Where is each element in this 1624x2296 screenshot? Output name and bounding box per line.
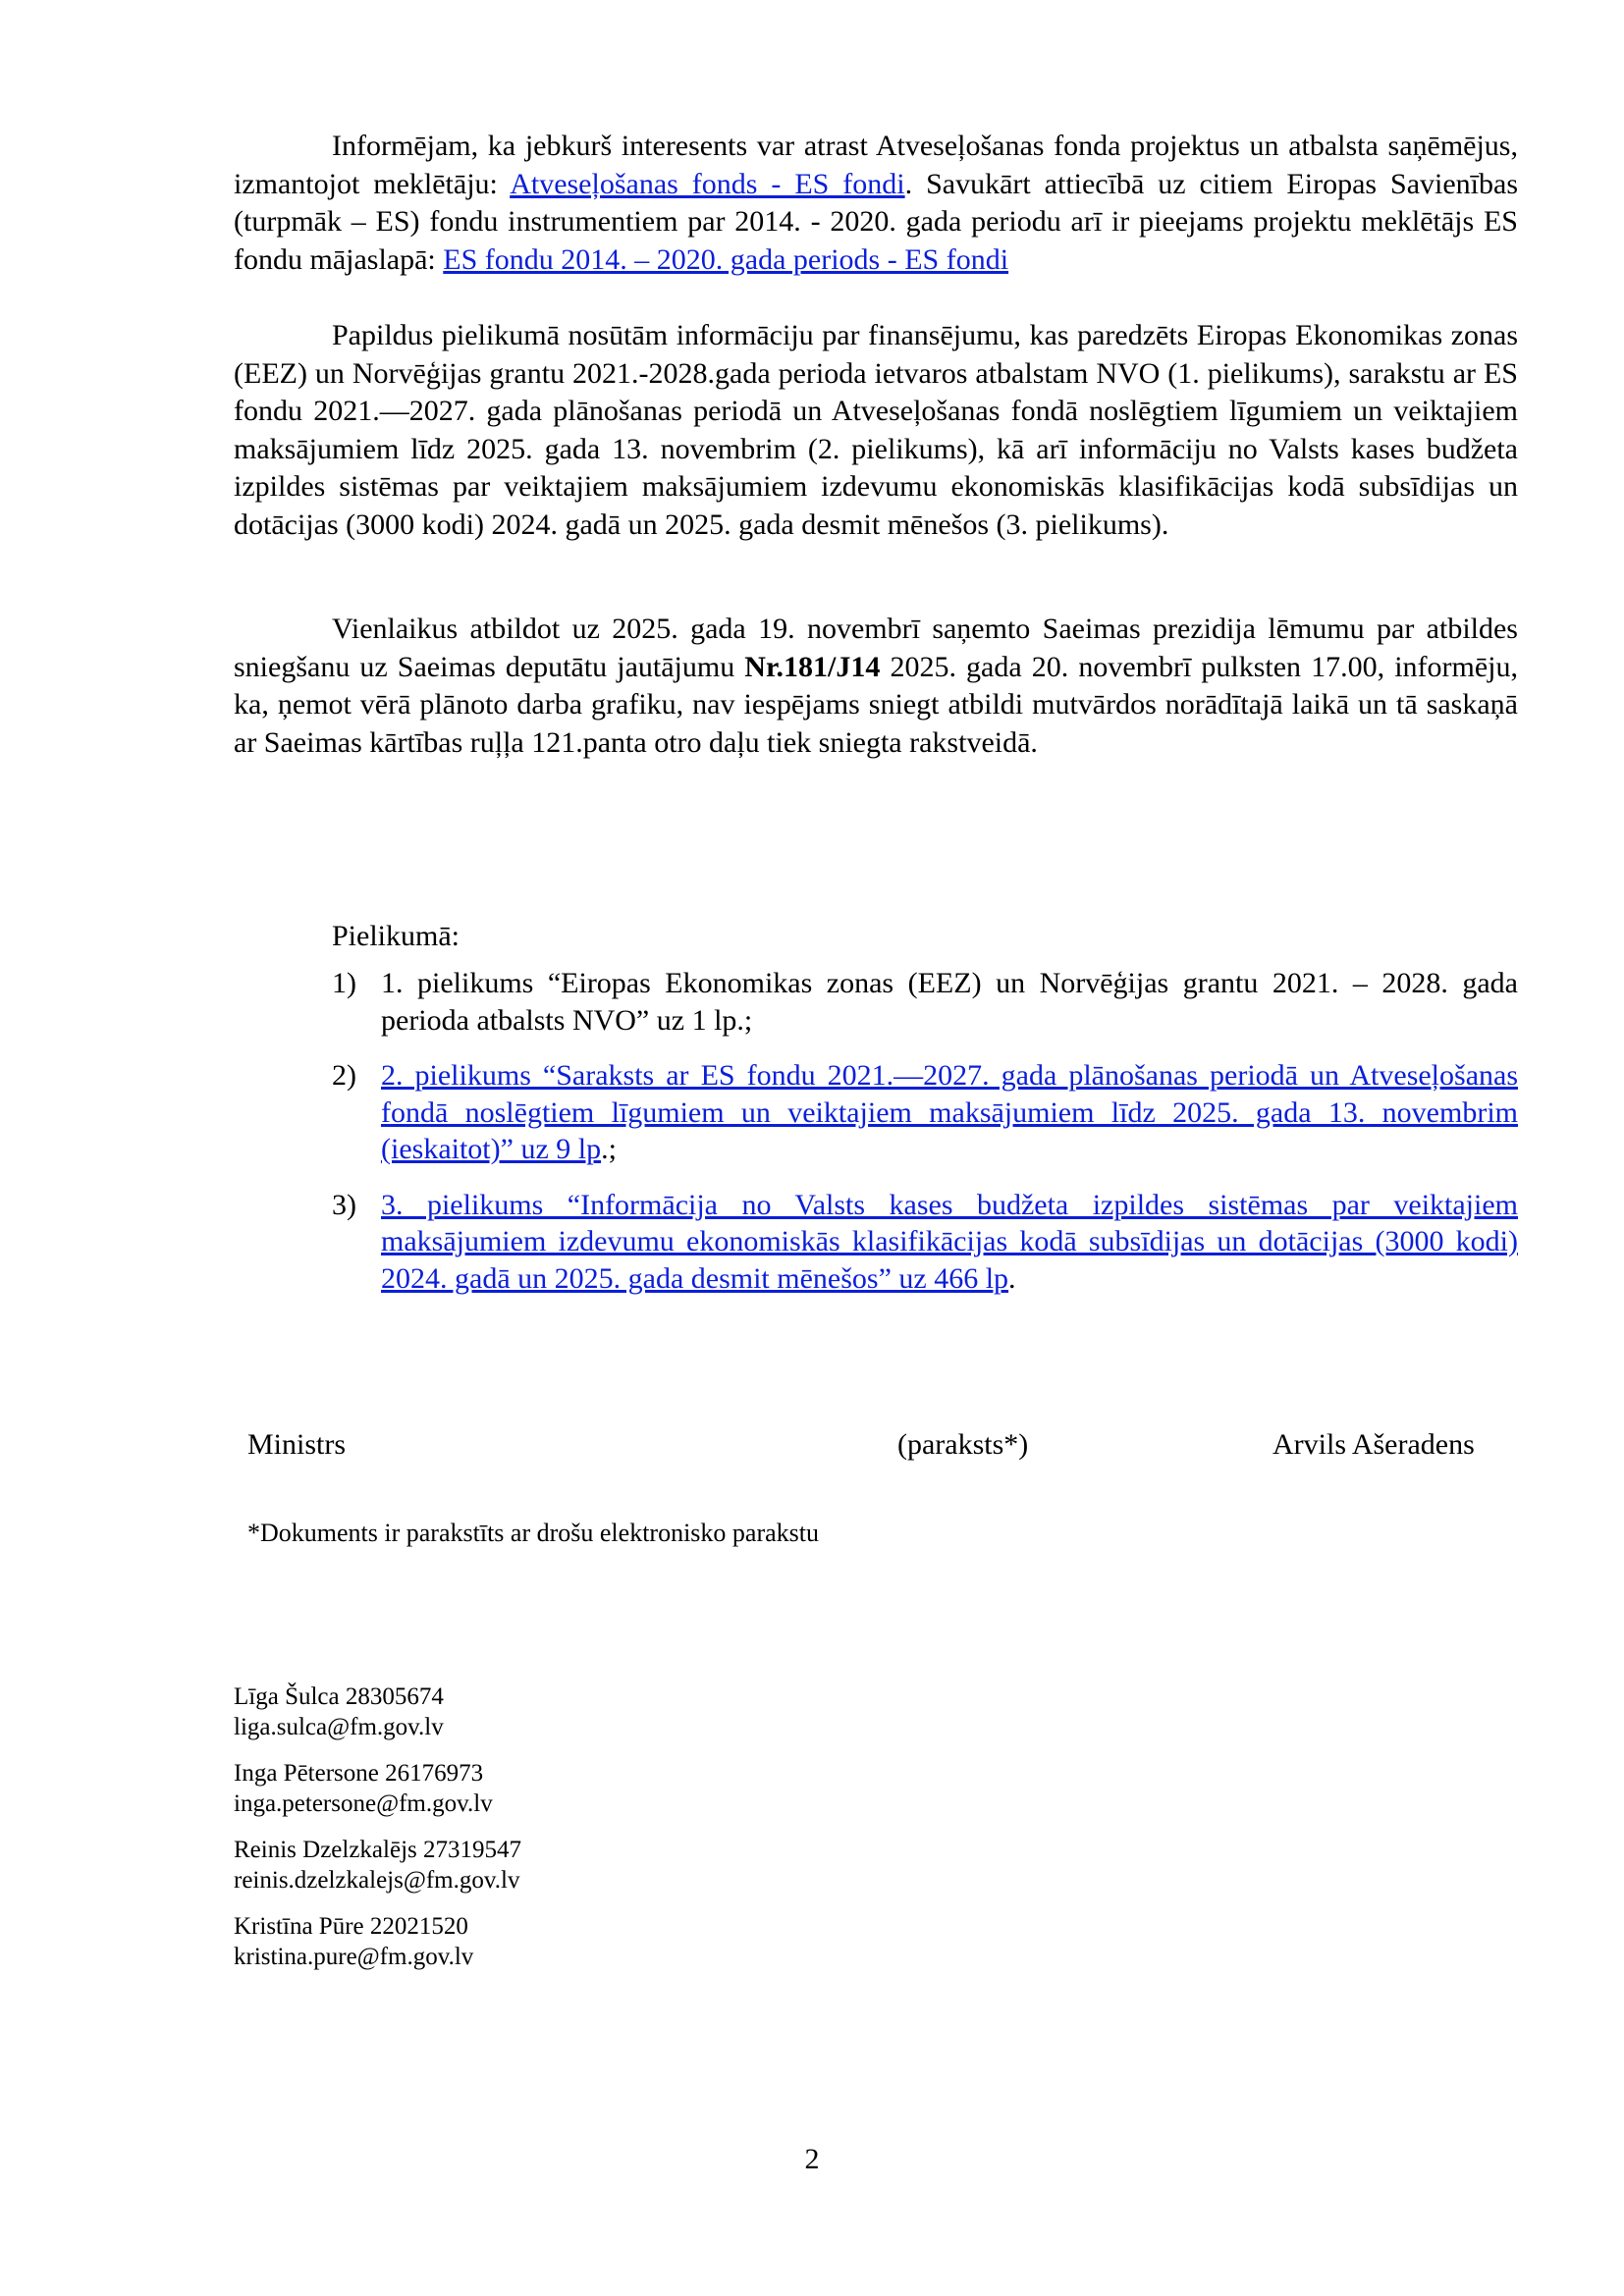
p1-text-middle: . Savukārt attiecībā uz citiem Eiropas Savienības (turpmāk – ES) fondu instrumentiem par 2014. - 2020. gada periodu arī ir pieejams projektu meklētājs ES fondu mājaslapā: <box>234 167 1518 276</box>
signatory-role: Ministrs <box>247 1428 347 1461</box>
attachment-2-link[interactable]: 2. pielikums “Saraksts ar ES fondu 2021.—2027. gada plānošanas periodā un Atveseļošanas fondā noslēgtiem līgumiem un veiktajiem maksājumiem līdz 2025. gada 13. novembrim (ieskaitot)” uz 9 lp <box>381 1059 1518 1165</box>
paragraph-search-info <box>234 128 1518 279</box>
contact-name-phone: Inga Pētersone 26176973 <box>234 1760 484 1787</box>
p1-text-start: Informējam, ka jebkurš interesents var atrast Atveseļošanas fonda projektus un atbalsta saņēmējus, izmantojot meklētāju: <box>234 130 1518 200</box>
attachment-3-link[interactable]: 3. pielikums “Informācija no Valsts kases budžeta izpildes sistēmas par veiktajiem maksājumiem izdevumu ekonomiskās klasifikācijas kodā subsīdijas un dotācijas (3000 kodi) 2024. gadā un 2025. gada desmit mēnešos” uz 466 lp <box>381 1188 1518 1295</box>
signature-mark: (paraksts*) <box>897 1428 1029 1461</box>
page-number: 2 <box>804 2143 820 2175</box>
p3-text-end: 2025. gada 20. novembrī pulksten 17.00, informēju, ka, ņemot vērā plānoto darba grafiku, nav iespējams sniegt atbildi mutvārdos norādītajā laikā un tā saskaņā ar Saeimas kārtības ruļļa 121.panta otro daļu tiek sniegta rakstveidā. <box>234 650 1518 759</box>
attachments-title: Pielikumā: <box>332 920 460 952</box>
attachments-list <box>332 965 1518 1315</box>
contact-name-phone: Kristīna Pūre 22021520 <box>234 1913 468 1940</box>
attachment-number: 3) <box>332 1188 356 1221</box>
paragraph-attachments-info: Papildus pielikumā nosūtām informāciju par finansējumu, kas paredzēts Eiropas Ekonomikas zonas (EEZ) un Norvēģijas grantu 2021.-2028.gada perioda ietvaros atbalstam NVO (1. pielikums), sarakstu ar ES fondu 2021.—2027. gada plānošanas periodā un Atveseļošanas fondā noslēgtiem līgumiem un veiktajiem maksājumiem līdz 2025. gada 13. novembrim (2. pielikums), kā arī informāciju no Valsts kases budžeta izpildes sistēmas par veiktajiem maksājumiem izdevumu ekonomiskās klasifikācijas kodā subsīdijas un dotācijas (3000 kodi) 2024. gadā un 2025. gada desmit mēnešos (3. pielikums). <box>234 319 1518 541</box>
contact-list <box>234 1682 521 1988</box>
contact-email: kristina.pure@fm.gov.lv <box>234 1944 474 1970</box>
contact-name-phone: Līga Šulca 28305674 <box>234 1683 444 1710</box>
contact-entry <box>234 1911 521 1972</box>
contact-entry <box>234 1682 521 1742</box>
question-number: Nr.181/J14 <box>744 650 881 683</box>
p3-text-start: Vienlaikus atbildot uz 2025. gada 19. novembrī saņemto Saeimas prezidija lēmumu par atbildes sniegšanu uz Saeimas deputātu jautājumu <box>234 613 1518 683</box>
contact-email: liga.sulca@fm.gov.lv <box>234 1714 444 1740</box>
signatory-name: Arvils Ašeradens <box>1272 1428 1475 1461</box>
attachment-suffix: . <box>1008 1261 1016 1295</box>
contact-name-phone: Reinis Dzelzkalējs 27319547 <box>234 1837 521 1863</box>
attachment-suffix: .; <box>601 1133 617 1165</box>
recovery-fund-link[interactable]: Atveseļošanas fonds - ES fondi <box>510 167 905 200</box>
attachment-number: 1) <box>332 967 356 999</box>
contact-email: inga.petersone@fm.gov.lv <box>234 1790 493 1817</box>
attachment-text: 1. pielikums “Eiropas Ekonomikas zonas (EEZ) un Norvēģijas grantu 2021. – 2028. gada perioda atbalsts NVO” uz 1 lp.; <box>381 967 1518 1037</box>
paragraph-saeima-response <box>234 611 1518 762</box>
attachment-item <box>332 1187 1518 1298</box>
contact-entry <box>234 1758 521 1819</box>
contact-email: reinis.dzelzkalejs@fm.gov.lv <box>234 1867 520 1894</box>
signature-footnote: *Dokuments ir parakstīts ar drošu elektronisko parakstu <box>247 1519 819 1547</box>
attachment-item <box>332 1057 1518 1168</box>
attachment-number: 2) <box>332 1059 356 1092</box>
contact-entry <box>234 1835 521 1896</box>
attachment-item <box>332 965 1518 1039</box>
es-funds-2014-2020-link[interactable]: ES fondu 2014. – 2020. gada periods - ES fondi <box>443 242 1009 276</box>
